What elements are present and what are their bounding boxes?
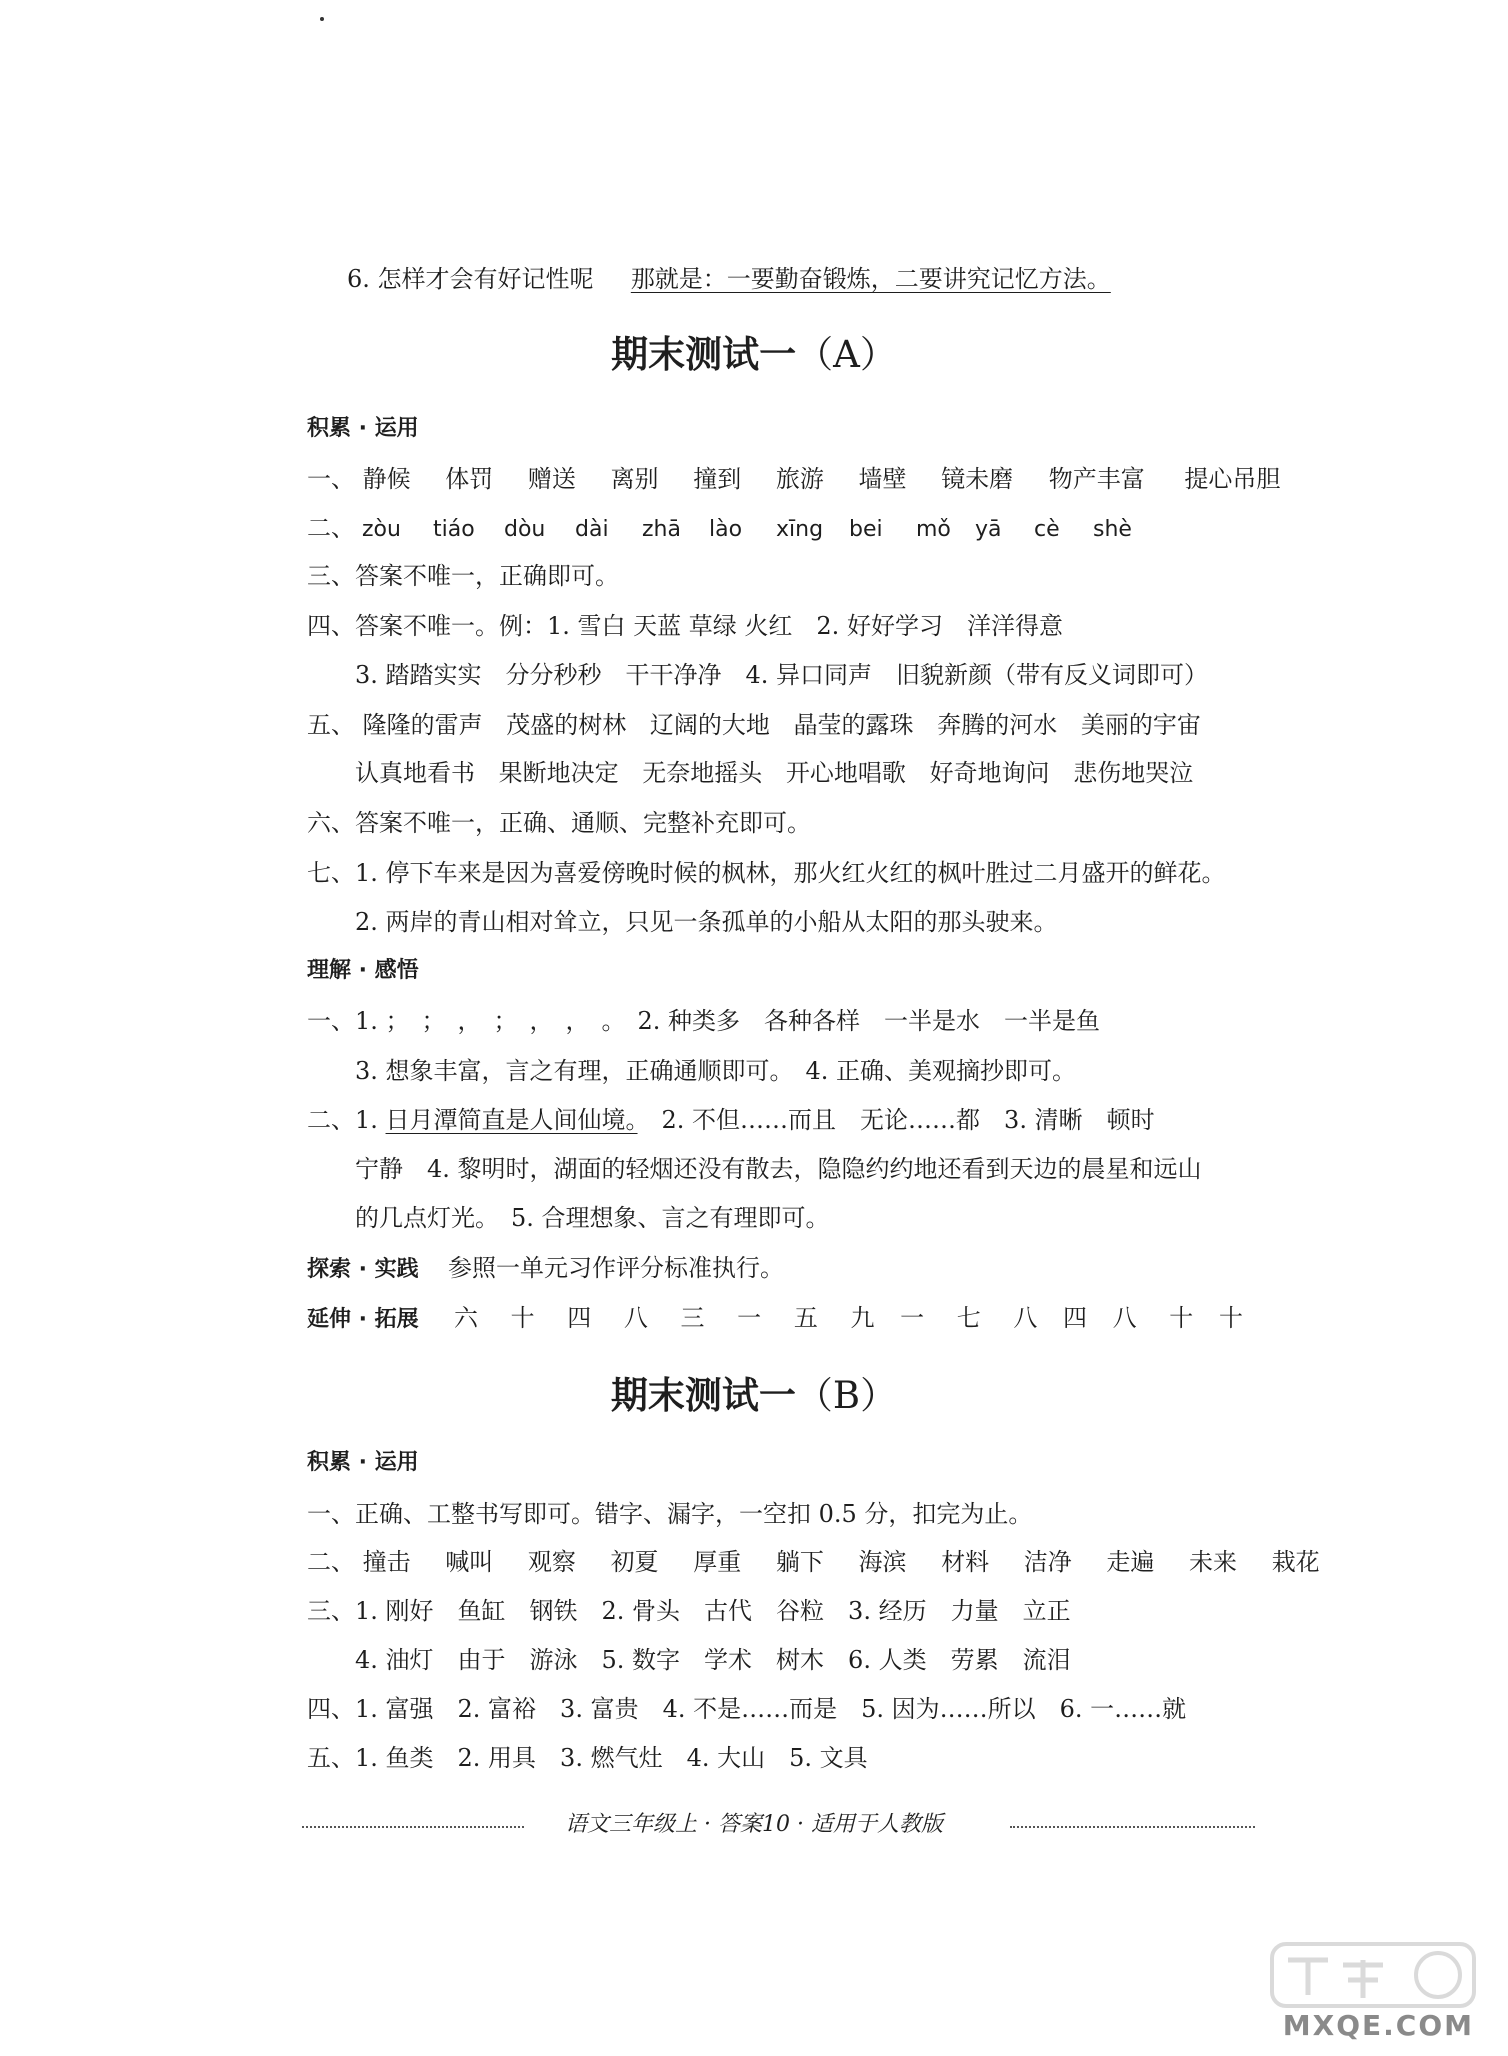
test-b-section-accumulate: 积累 · 运用: [307, 1450, 419, 1475]
q5-phrase: 茂盛的树林: [506, 711, 627, 739]
extend-numeral: 四: [1063, 1304, 1088, 1332]
q5-phrase: 无奈地摇头: [642, 759, 763, 787]
pinyin: tiáo: [433, 517, 475, 542]
b2-word: 喊叫: [445, 1548, 494, 1576]
q5-phrase: 开心地唱歌: [785, 759, 906, 787]
test-b-title-text: 期末测试一: [610, 1374, 796, 1417]
test-a-q5-line1: [307, 708, 1201, 742]
pinyin: bei: [849, 517, 883, 542]
q5-phrase: 美丽的宇宙: [1080, 711, 1201, 739]
test-a-u2-rest: 2. 不但……而且 无论……都 3. 清晰 顿时: [637, 1106, 1155, 1134]
test-a-section-understand: 理解 · 感悟: [307, 958, 419, 983]
test-a-u2-underlined: 日月潭简直是人间仙境。: [385, 1106, 638, 1134]
pinyin: yā: [975, 517, 1002, 542]
test-a-u2-line2: 宁静 4. 黎明时，湖面的轻烟还没有散去，隐隐约约地还看到天边的晨星和远山: [355, 1155, 1202, 1183]
q5-phrase: 奔腾的河水: [937, 711, 1058, 739]
q1-word: 墙壁: [858, 465, 907, 493]
footer-caption: 语文三年级上 · 答案10 · 适用于人教版: [565, 1812, 943, 1837]
test-b-q4: 四、1. 富强 2. 富裕 3. 富贵 4. 不是……而是 5. 因为……所以 6. 一……就: [307, 1695, 1187, 1723]
scan-speck: [320, 17, 324, 21]
test-a-q6: 六、答案不唯一，正确、通顺、完整补充即可。: [307, 809, 811, 837]
test-b-title-suffix: （B）: [795, 1374, 898, 1417]
pinyin: dài: [575, 517, 609, 542]
test-a-u2-line3: 的几点灯光。 5. 合理想象、言之有理即可。: [355, 1204, 830, 1232]
b2-word: 洁净: [1023, 1548, 1072, 1576]
test-a-section-extend: 延伸 · 拓展: [307, 1307, 419, 1332]
q5-phrase: 晶莹的露珠: [793, 711, 914, 739]
b2-word: 初夏: [610, 1548, 659, 1576]
question-6: [347, 262, 1111, 296]
extend-numeral: 六: [453, 1304, 478, 1332]
b2-word: 栽花: [1271, 1548, 1320, 1576]
extend-numeral: 一: [737, 1304, 762, 1332]
question-6-answer: 那就是：一要勤奋锻炼，二要讲究记忆方法。: [630, 265, 1111, 293]
test-a-q2-label: 二、: [307, 514, 355, 542]
test-a-q5-line2: [355, 756, 1193, 790]
test-a-explore: [307, 1251, 784, 1287]
pinyin: lào: [709, 517, 743, 542]
test-a-q4-line1: 四、答案不唯一。例：1. 雪白 天蓝 草绿 火红 2. 好好学习 洋洋得意: [307, 612, 1063, 640]
test-a-q5-label: 五、: [307, 711, 355, 739]
test-a-u2-line1: [307, 1103, 1155, 1137]
b2-word: 走遍: [1106, 1548, 1155, 1576]
test-b-q1: 一、正确、工整书写即可。错字、漏字，一空扣 0.5 分，扣完为止。: [307, 1500, 1033, 1528]
q5-phrase: 果断地决定: [498, 759, 619, 787]
q1-word: 体罚: [445, 465, 494, 493]
b2-word: 未来: [1189, 1548, 1238, 1576]
test-a-section-accumulate: 积累 · 运用: [307, 416, 419, 441]
test-b-q3-line1: 三、1. 刚好 鱼缸 钢铁 2. 骨头 古代 谷粒 3. 经历 力量 立正: [307, 1597, 1071, 1625]
b2-word: 材料: [941, 1548, 990, 1576]
extend-numeral: 八: [623, 1304, 648, 1332]
b2-word: 躺下: [775, 1548, 824, 1576]
q1-word: 旅游: [775, 465, 824, 493]
extend-numeral: 七: [956, 1304, 981, 1332]
test-a-q2: [307, 511, 1132, 547]
q1-word: 物产丰富: [1048, 465, 1145, 493]
test-a-title-text: 期末测试一: [611, 333, 797, 376]
test-a-explore-text: 参照一单元习作评分标准执行。: [447, 1254, 784, 1282]
test-b-q2: [307, 1545, 1320, 1579]
extend-numeral: 十: [510, 1304, 535, 1332]
test-a-section-explore: 探索 · 实践: [307, 1257, 419, 1282]
pinyin: zhā: [642, 517, 681, 542]
b2-word: 撞击: [362, 1548, 411, 1576]
test-a-q4-line2: 3. 踏踏实实 分分秒秒 干干净净 4. 异口同声 旧貌新颜（带有反义词即可）: [355, 661, 1209, 689]
pinyin: dòu: [504, 517, 546, 542]
extend-numeral: 五: [793, 1304, 818, 1332]
pinyin: xīng: [776, 517, 824, 542]
pinyin: cè: [1034, 517, 1060, 542]
test-a-q1-label: 一、: [307, 465, 355, 493]
extend-numeral: 十: [1169, 1304, 1194, 1332]
extend-numeral: 九: [850, 1304, 875, 1332]
q1-word: 静候: [362, 465, 411, 493]
test-b-title: [0, 1371, 1508, 1421]
extend-numeral: 八: [1013, 1304, 1038, 1332]
b2-word: 海滨: [858, 1548, 907, 1576]
test-a-u1-line2: 3. 想象丰富，言之有理，正确通顺即可。 4. 正确、美观摘抄即可。: [355, 1057, 1077, 1085]
test-a-extend: [307, 1301, 1243, 1337]
test-a-title-suffix: （A）: [796, 333, 897, 376]
q5-phrase: 悲伤地哭泣: [1073, 759, 1194, 787]
test-a-q1: [307, 462, 1280, 496]
test-a-u1-line1: 一、1. ； ； ， ； ， ， 。 2. 种类多 各种各样 一半是水 一半是鱼: [307, 1007, 1101, 1035]
test-a-q7-line1: 七、1. 停下车来是因为喜爱傍晚时候的枫林，那火红火红的枫叶胜过二月盛开的鲜花。: [307, 859, 1226, 887]
pinyin: zòu: [362, 517, 401, 542]
b2-word: 观察: [527, 1548, 576, 1576]
q1-word: 镜未磨: [941, 465, 1014, 493]
test-b-q3-line2: 4. 油灯 由于 游泳 5. 数字 学术 树木 6. 人类 劳累 流泪: [355, 1646, 1071, 1674]
extend-numeral: 一: [900, 1304, 925, 1332]
q1-word: 提心吊胆: [1184, 465, 1281, 493]
q1-word: 离别: [610, 465, 659, 493]
q5-phrase: 认真地看书: [355, 759, 475, 787]
q5-phrase: 隆隆的雷声: [362, 711, 483, 739]
b2-word: 厚重: [693, 1548, 742, 1576]
pinyin: shè: [1093, 517, 1132, 542]
test-b-q2-label: 二、: [307, 1548, 355, 1576]
extend-numeral: 十: [1218, 1304, 1243, 1332]
q1-word: 撞到: [693, 465, 742, 493]
test-a-q3: 三、答案不唯一，正确即可。: [307, 562, 619, 590]
extend-numeral: 三: [680, 1304, 705, 1332]
q5-phrase: 好奇地询问: [929, 759, 1050, 787]
test-a-title: [0, 330, 1508, 380]
q1-word: 赠送: [527, 465, 576, 493]
extend-numeral: 四: [567, 1304, 592, 1332]
pinyin: mǒ: [916, 517, 951, 542]
question-6-text: 6. 怎样才会有好记性呢: [347, 265, 594, 293]
test-a-u2-prefix: 二、1.: [307, 1106, 386, 1134]
extend-numeral: 八: [1112, 1304, 1137, 1332]
watermark-text: MXQE.COM: [1282, 2009, 1474, 2042]
test-b-q5: 五、1. 鱼类 2. 用具 3. 燃气灶 4. 大山 5. 文具: [307, 1744, 868, 1772]
test-a-q7-line2: 2. 两岸的青山相对耸立，只见一条孤单的小船从太阳的那头驶来。: [355, 908, 1058, 936]
q5-phrase: 辽阔的大地: [649, 711, 770, 739]
